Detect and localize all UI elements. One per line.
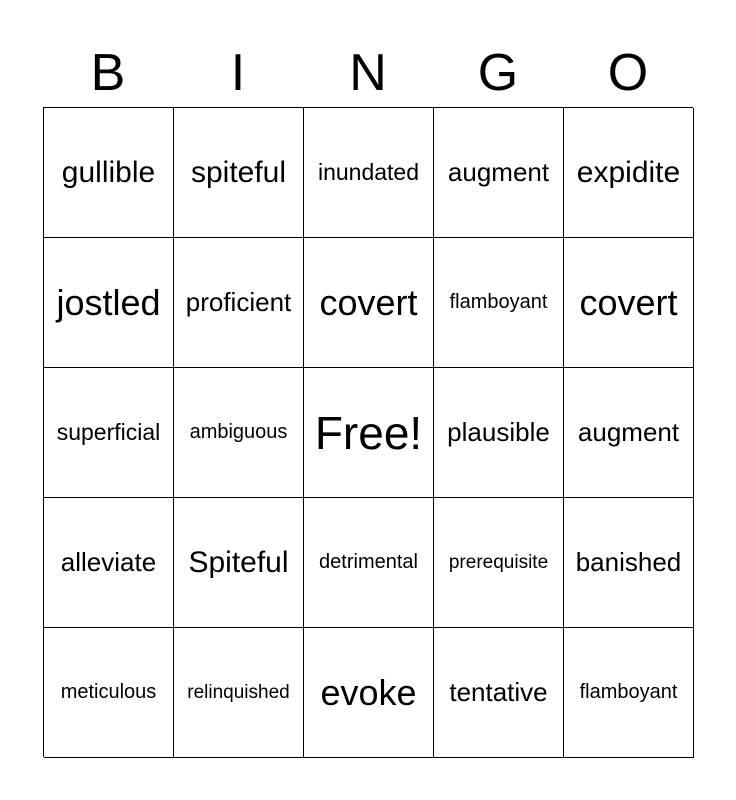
bingo-cell: detrimental [304, 498, 434, 628]
header-letter-o: O [607, 44, 649, 102]
bingo-cell: Spiteful [174, 498, 304, 628]
bingo-cell: augment [434, 108, 564, 238]
bingo-board [43, 107, 693, 757]
header-letter-n: N [349, 44, 387, 102]
bingo-cell: relinquished [174, 628, 304, 758]
bingo-cell: tentative [434, 628, 564, 758]
bingo-cell: gullible [44, 108, 174, 238]
free-space: Free! [304, 368, 434, 498]
bingo-cell: flamboyant [564, 628, 694, 758]
bingo-cell: covert [564, 238, 694, 368]
bingo-cell: evoke [304, 628, 434, 758]
header-letter-b: B [90, 44, 126, 102]
header-letter-g: G [477, 44, 519, 102]
bingo-cell: ambiguous [174, 368, 304, 498]
bingo-cell: superficial [44, 368, 174, 498]
header-letter-i: I [230, 44, 246, 102]
bingo-cell: prerequisite [434, 498, 564, 628]
bingo-cell: inundated [304, 108, 434, 238]
bingo-cell: expidite [564, 108, 694, 238]
bingo-cell: banished [564, 498, 694, 628]
bingo-cell: flamboyant [434, 238, 564, 368]
bingo-header [43, 40, 693, 106]
bingo-cell: covert [304, 238, 434, 368]
bingo-cell: proficient [174, 238, 304, 368]
bingo-cell: spiteful [174, 108, 304, 238]
bingo-cell: meticulous [44, 628, 174, 758]
bingo-cell: augment [564, 368, 694, 498]
bingo-cell: jostled [44, 238, 174, 368]
bingo-cell: plausible [434, 368, 564, 498]
bingo-cell: alleviate [44, 498, 174, 628]
